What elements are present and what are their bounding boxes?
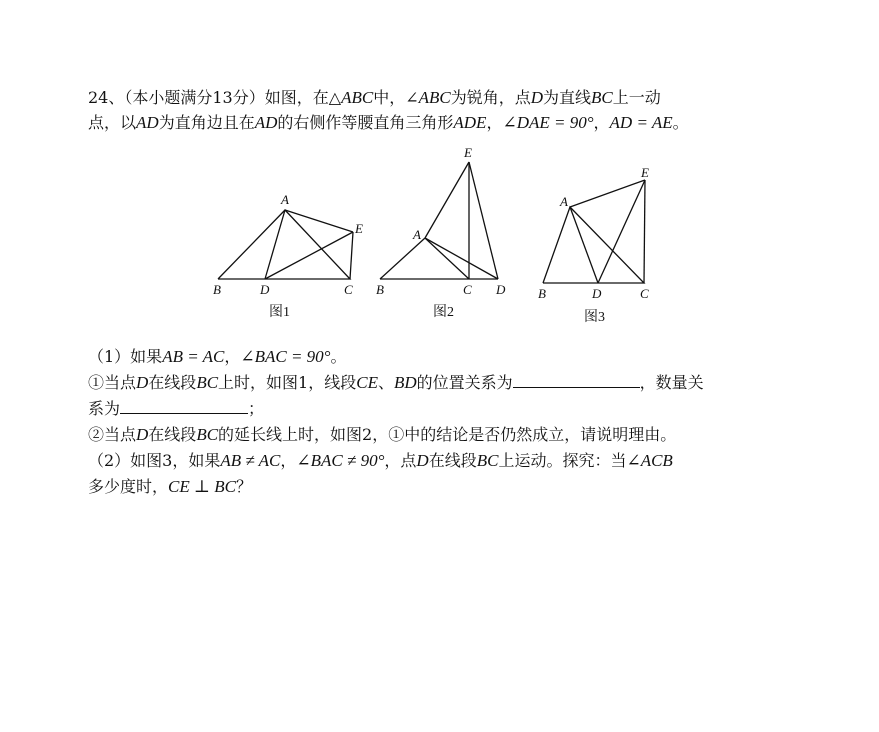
fig2-seg-ae (425, 162, 469, 238)
fig1-label-e: E (355, 221, 363, 236)
problem-line-1: 24、（本小题满分13分）如图，在△ABC中，∠ABC为锐角，点D为直线BC上一动 (88, 88, 661, 107)
problem-number: 24 (88, 88, 109, 107)
fig1-caption: 图1 (269, 305, 290, 320)
fig2-seg-ba (380, 238, 425, 279)
fig3-label-a: A (560, 194, 568, 209)
fig3-seg-de (598, 180, 645, 283)
fig2-label-b: B (376, 282, 384, 297)
fig3-seg-ce (644, 180, 645, 283)
fig2-label-d: D (496, 282, 506, 297)
fig3-label-e: E (641, 165, 649, 180)
problem-line-2: 点，以AD为直角边且在AD的右侧作等腰直角三角形ADE，∠DAE = 90°，AD = AE。 (88, 113, 689, 132)
part1-question-1: ①当点D在线段BC上时，如图1，线段CE、BD的位置关系为 ，数量关 (88, 373, 704, 392)
fig2-caption: 图2 (433, 305, 454, 320)
score-note: （本小题满分13分） (124, 88, 265, 107)
fig1-label-c: C (344, 282, 353, 297)
fig3-label-d: D (592, 286, 602, 301)
fig3-label-c: C (640, 286, 649, 301)
figure-2 (376, 145, 506, 320)
fig1-label-d: D (260, 282, 270, 297)
fig1-seg-de (265, 232, 353, 279)
fig3-label-b: B (538, 286, 546, 301)
figure-3 (538, 165, 649, 325)
part1-question-1-cont: 系为 ； (88, 399, 265, 418)
part1-condition: （1）如果AB = AC，∠BAC = 90°。 (88, 347, 347, 366)
fig3-seg-ae (570, 180, 645, 207)
fig1-seg-ce (350, 232, 353, 279)
part2-line-2: 多少度时，CE ⊥ BC？ (88, 477, 252, 496)
fig1-label-a: A (281, 192, 289, 207)
quantity-relation-blank[interactable] (120, 399, 248, 414)
fig2-seg-ed (469, 162, 498, 279)
fig2-label-a: A (413, 227, 421, 242)
fig2-label-e: E (464, 145, 472, 160)
fig3-seg-ad (570, 207, 598, 283)
fig2-label-c: C (463, 282, 472, 297)
part2-line-1: （2）如图3，如果AB ≠ AC，∠BAC ≠ 90°，点D在线段BC上运动。探究：当∠ACB (88, 451, 673, 470)
part1-question-2: ②当点D在线段BC的延长线上时，如图2，①中的结论是否仍然成立，请说明理由。 (88, 425, 677, 444)
position-relation-blank[interactable] (513, 373, 640, 388)
figure-1 (213, 192, 363, 320)
fig3-caption: 图3 (584, 310, 605, 325)
fig1-label-b: B (213, 282, 221, 297)
